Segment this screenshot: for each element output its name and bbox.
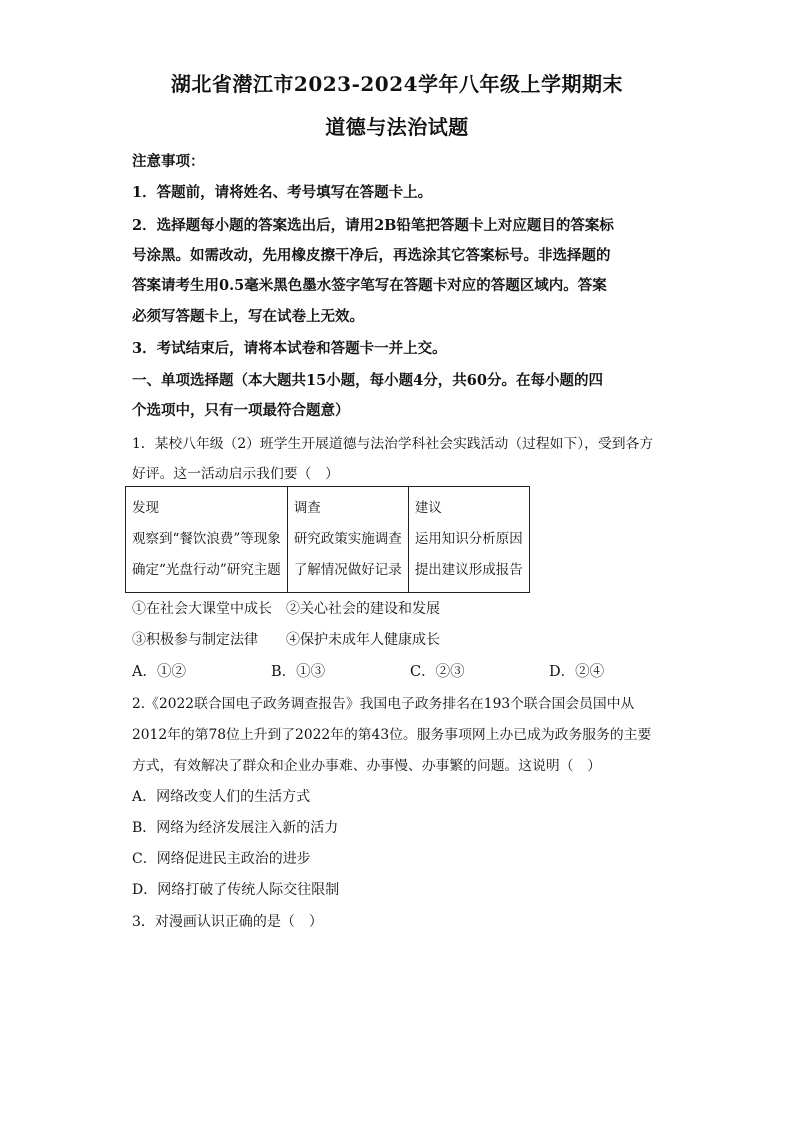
table-cell: 观察到“餐饮浪费”等现象 — [132, 531, 281, 547]
question-1-table — [125, 486, 530, 593]
table-cell: 发现 — [132, 500, 159, 516]
option-b[interactable]: B．①③ — [271, 664, 326, 680]
question-3-stem: 3．对漫画认识正确的是（ ） — [132, 914, 323, 930]
table-cell: 调查 — [293, 500, 321, 516]
section-heading-cont: 个选项中，只有一项最符合题意） — [132, 402, 350, 419]
note-line: 号涂黑。如需改动，先用橡皮擦干净后，再选涂其它答案标号。非选择题的 — [132, 247, 611, 264]
option-d[interactable]: D．②④ — [549, 664, 605, 680]
question-1-stem-cont: 好评。这一活动启示我们要（ ） — [132, 466, 339, 482]
question-1-statements-cont: ③积极参与制定法律 ④保护未成年人健康成长 — [132, 632, 440, 648]
question-2-option-d[interactable]: D．网络打破了传统人际交往限制 — [132, 882, 340, 898]
table-cell: 提出建议形成报告 — [414, 562, 523, 578]
question-2-stem: 2.《2022联合国电子政务调查报告》我国电子政务排名在193个联合国会员国中从 — [132, 696, 635, 712]
question-2-stem-cont: 方式，有效解决了群众和企业办事难、办事慢、办事繁的问题。这说明（ ） — [132, 758, 602, 774]
note-line: 1．答题前，请将姓名、考号填写在答题卡上。 — [132, 184, 433, 201]
notes-heading: 注意事项： — [132, 153, 205, 170]
question-2-option-b[interactable]: B．网络为经济发展注入新的活力 — [132, 820, 339, 836]
question-2-option-a[interactable]: A．网络改变人们的生活方式 — [132, 789, 311, 805]
table-column-survey — [287, 487, 408, 593]
option-c[interactable]: C．②③ — [410, 664, 465, 680]
note-line: 2．选择题每小题的答案选出后，请用2B铅笔把答题卡上对应题目的答案标 — [132, 217, 614, 234]
table-cell: 研究政策实施调查 — [293, 531, 402, 547]
option-a[interactable]: A．①② — [132, 664, 186, 680]
table-cell: 确定“光盘行动”研究主题 — [132, 562, 281, 578]
exam-subject-title: 道德与法治试题 — [325, 115, 469, 139]
table-cell: 运用知识分析原因 — [414, 531, 523, 547]
exam-title: 湖北省潜江市2023-2024学年八年级上学期期末 — [170, 72, 624, 96]
table-column-discover — [126, 487, 288, 593]
table-cell: 了解情况做好记录 — [293, 562, 402, 578]
question-2-stem-cont: 2012年的第78位上升到了2022年的第43位。服务事项网上办已成为政务服务的主要 — [132, 727, 652, 743]
table-column-suggest — [408, 487, 529, 593]
question-1-statements: ①在社会大课堂中成长 ②关心社会的建设和发展 — [132, 601, 440, 617]
question-1-stem: 1．某校八年级（2）班学生开展道德与法治学科社会实践活动（过程如下），受到各方 — [132, 436, 654, 452]
note-line: 答案请考生用0.5毫米黑色墨水签字笔写在答题卡对应的答题区域内。答案 — [132, 277, 607, 294]
section-heading: 一、单项选择题（本大题共15小题，每小题4分，共60分。在每小题的四 — [132, 372, 603, 389]
question-1-options — [132, 660, 688, 681]
note-line: 3．考试结束后，请将本试卷和答题卡一并上交。 — [132, 340, 447, 357]
question-2-option-c[interactable]: C．网络促进民主政治的进步 — [132, 851, 311, 867]
note-line: 必须写答题卡上，写在试卷上无效。 — [132, 308, 364, 325]
table-cell: 建议 — [414, 500, 442, 516]
